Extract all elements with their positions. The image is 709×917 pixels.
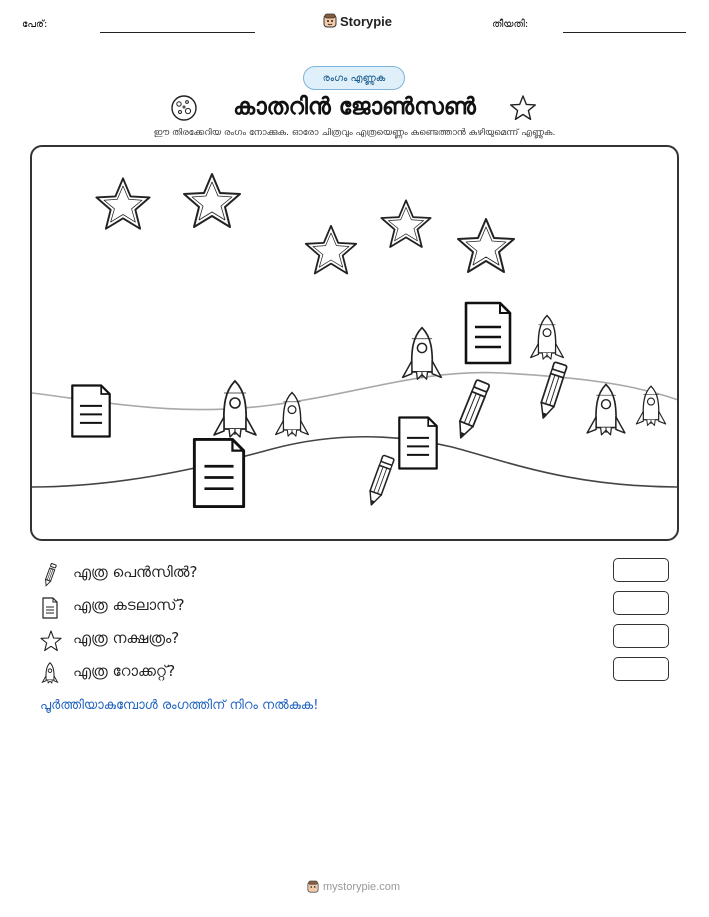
scene-pencil	[454, 380, 489, 441]
answer-box-paper[interactable]	[613, 591, 669, 615]
scene-pencil	[537, 362, 567, 420]
star-icon	[509, 94, 537, 122]
scene-rocket	[531, 315, 564, 359]
counting-scene	[30, 145, 679, 541]
mascot-icon	[307, 880, 319, 894]
question-text: എത്ര റോക്കറ്റ്?	[73, 662, 176, 680]
answer-box-pencil[interactable]	[613, 558, 669, 582]
answer-box-rocket[interactable]	[613, 657, 669, 681]
scene-star	[184, 174, 240, 227]
footer-url[interactable]: mystorypie.com	[323, 881, 401, 893]
scene-paper	[194, 439, 243, 506]
question-text: എത്ര കടലാസ്?	[73, 596, 185, 614]
question-rocket	[40, 660, 670, 686]
brand-name: Storypie	[340, 13, 393, 29]
scene-star	[381, 200, 430, 247]
date-line[interactable]	[563, 32, 686, 33]
name-label: പേര്:	[22, 19, 48, 30]
question-star	[40, 627, 670, 653]
footer	[307, 880, 400, 894]
scene-rocket	[587, 384, 625, 434]
scene-illustration	[32, 147, 679, 541]
rocket-icon	[40, 662, 60, 686]
scene-star	[458, 219, 514, 272]
scene-rocket	[276, 392, 309, 436]
moon-icon	[170, 94, 198, 122]
scene-paper	[72, 386, 109, 437]
question-text: എത്ര നക്ഷത്രം?	[73, 629, 180, 647]
star-icon	[39, 629, 63, 653]
scene-pencil	[366, 455, 395, 507]
scene-count-badge: രംഗം എണ്ണുക	[303, 66, 405, 90]
question-text: എത്ര പെൻസിൽ?	[73, 563, 198, 581]
brand-logo	[323, 13, 392, 29]
scene-paper	[466, 303, 510, 363]
pencil-icon	[40, 563, 60, 587]
scene-rocket	[636, 386, 665, 425]
scene-rocket	[403, 328, 442, 380]
answer-box-star[interactable]	[613, 624, 669, 648]
question-paper	[40, 594, 670, 620]
date-label: തീയതി:	[492, 19, 529, 30]
title-row	[0, 92, 709, 124]
mascot-icon	[323, 13, 337, 29]
page-title: കാതറിൻ ജോൺസൺ	[233, 94, 476, 120]
paper-icon	[40, 596, 60, 620]
finish-instruction: പൂർത്തിയാകുമ്പോൾ രംഗത്തിന് നിറം നൽകുക!	[40, 698, 319, 713]
scene-star	[306, 226, 356, 274]
scene-paper	[399, 418, 436, 469]
name-line[interactable]	[100, 32, 255, 33]
instructions: ഈ തിരക്കേറിയ രംഗം നോക്കുക. ഓരോ ചിത്രവും എത്രയെണ്ണം കണ്ടെത്താൻ കഴിയുമെന്ന് എണ്ണുക.	[153, 128, 556, 138]
scene-star	[96, 178, 149, 228]
question-pencil	[40, 561, 670, 587]
